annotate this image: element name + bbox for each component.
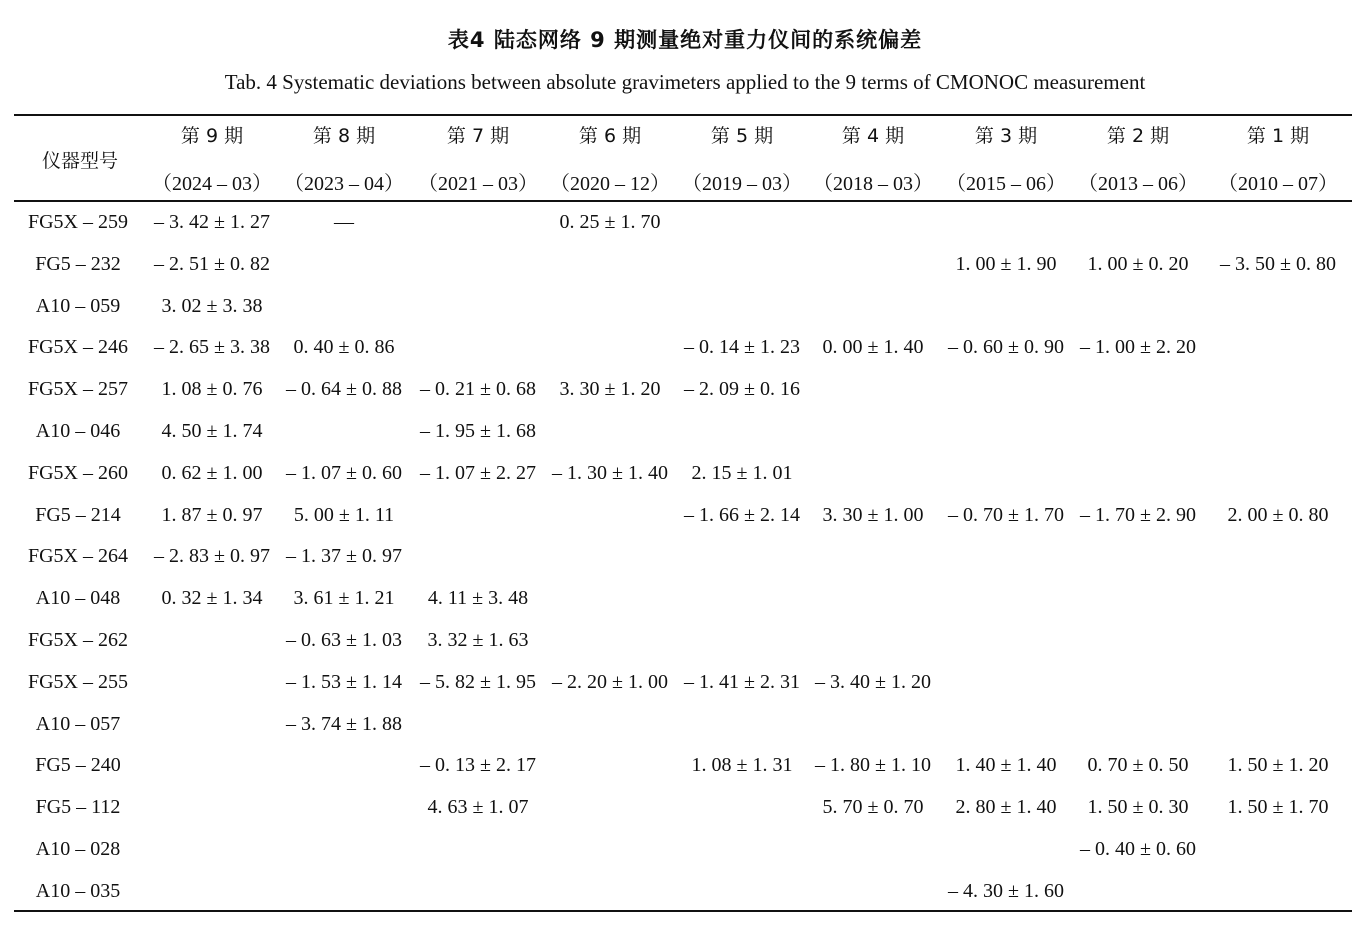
column-header-term: 第 3 期 — [974, 125, 1038, 147]
value-cell: 1. 00 ± 1. 90 — [955, 252, 1057, 275]
column-header-term: 第 6 期 — [578, 125, 642, 147]
value-cell: – 1. 07 ± 2. 27 — [420, 461, 536, 484]
value-cell: 0. 00 ± 1. 40 — [822, 336, 924, 359]
value-cell: – 1. 00 ± 2. 20 — [1080, 336, 1196, 359]
column-header-date: （2015 – 06） — [946, 173, 1066, 195]
value-cell: – 3. 74 ± 1. 88 — [286, 712, 402, 735]
table-row — [0, 202, 1370, 242]
value-cell: – 0. 70 ± 1. 70 — [948, 503, 1064, 526]
table-row — [0, 578, 1370, 618]
value-cell: 0. 32 ± 1. 34 — [161, 587, 263, 610]
instrument-column-header: 仪器型号 — [41, 150, 118, 172]
instrument-cell: FG5 – 232 — [35, 252, 121, 275]
value-cell: 0. 25 ± 1. 70 — [559, 211, 661, 233]
instrument-cell: FG5 – 214 — [35, 503, 121, 526]
value-cell: – 3. 42 ± 1. 27 — [154, 211, 270, 233]
value-cell: – 0. 63 ± 1. 03 — [286, 629, 402, 651]
value-cell: 4. 11 ± 3. 48 — [427, 587, 529, 610]
column-header-term: 第 2 期 — [1106, 125, 1170, 147]
instrument-cell: FG5X – 262 — [27, 629, 128, 651]
table-row — [0, 662, 1370, 702]
instrument-cell: FG5 – 112 — [35, 796, 121, 819]
value-cell: – 0. 60 ± 0. 90 — [948, 336, 1064, 359]
value-cell: – 1. 37 ± 0. 97 — [286, 545, 402, 568]
table-row — [0, 787, 1370, 827]
column-header-date: （2020 – 12） — [550, 173, 670, 195]
column-header-date: （2013 – 06） — [1078, 173, 1198, 195]
value-cell: – 1. 95 ± 1. 68 — [420, 420, 536, 442]
table-top-rule — [14, 114, 1352, 116]
value-cell: – 0. 21 ± 0. 68 — [420, 378, 536, 401]
table-row — [0, 704, 1370, 744]
value-cell: – 2. 83 ± 0. 97 — [154, 545, 270, 568]
value-cell: – 4. 30 ± 1. 60 — [948, 879, 1064, 902]
value-cell: 1. 00 ± 0. 20 — [1087, 252, 1189, 275]
instrument-cell: FG5X – 259 — [27, 211, 128, 233]
table-row — [0, 453, 1370, 493]
table-row — [0, 495, 1370, 535]
value-cell: – 1. 41 ± 2. 31 — [684, 670, 800, 693]
instrument-cell: FG5X – 264 — [27, 545, 128, 568]
table-row — [0, 871, 1370, 911]
value-cell: – 3. 40 ± 1. 20 — [815, 670, 931, 693]
value-cell: 3. 30 ± 1. 00 — [822, 503, 924, 526]
column-header-date: （2021 – 03） — [418, 173, 538, 195]
column-header-term: 第 8 期 — [312, 125, 376, 147]
instrument-cell: FG5X – 260 — [27, 461, 128, 484]
instrument-cell: FG5X – 246 — [27, 336, 128, 359]
table-title-en: Tab. 4 Systematic deviations between absolute gravimeters applied to the 9 terms of CMONOC measurement — [224, 70, 1146, 94]
value-cell: 1. 08 ± 0. 76 — [161, 378, 263, 401]
value-cell: – 1. 70 ± 2. 90 — [1080, 503, 1196, 526]
value-cell: 3. 61 ± 1. 21 — [293, 587, 395, 610]
value-cell: 1. 87 ± 0. 97 — [161, 503, 263, 526]
table-row — [0, 369, 1370, 409]
value-cell: – 2. 20 ± 1. 00 — [552, 670, 668, 693]
value-cell: – 0. 14 ± 1. 23 — [684, 336, 800, 359]
value-cell: 1. 50 ± 1. 70 — [1227, 796, 1329, 819]
value-cell: 0. 62 ± 1. 00 — [161, 461, 263, 484]
column-header-term: 第 5 期 — [710, 125, 774, 147]
value-cell: – 0. 13 ± 2. 17 — [420, 754, 536, 777]
instrument-cell: A10 – 059 — [35, 294, 121, 317]
instrument-cell: A10 – 048 — [35, 587, 121, 610]
column-header-date: （2018 – 03） — [813, 173, 933, 195]
instrument-cell: A10 – 046 — [35, 420, 121, 442]
column-header-date: （2024 – 03） — [152, 173, 272, 195]
table-row — [0, 411, 1370, 451]
value-cell: – 1. 80 ± 1. 10 — [815, 754, 931, 777]
value-cell: 1. 50 ± 1. 20 — [1227, 754, 1329, 777]
value-cell: — — [334, 211, 354, 233]
value-cell: 0. 40 ± 0. 86 — [293, 336, 395, 359]
column-header-date: （2019 – 03） — [682, 173, 802, 195]
column-header-term: 第 9 期 — [180, 125, 244, 147]
value-cell: 5. 70 ± 0. 70 — [822, 796, 924, 819]
value-cell: – 1. 07 ± 0. 60 — [286, 461, 402, 484]
table-row — [0, 620, 1370, 660]
instrument-cell: FG5X – 257 — [27, 378, 128, 401]
value-cell: – 2. 09 ± 0. 16 — [684, 378, 800, 401]
column-header-date: （2023 – 04） — [284, 173, 404, 195]
value-cell: 1. 50 ± 0. 30 — [1087, 796, 1189, 819]
value-cell: – 0. 40 ± 0. 60 — [1080, 838, 1196, 860]
value-cell: 2. 80 ± 1. 40 — [955, 796, 1057, 819]
instrument-cell: FG5 – 240 — [35, 754, 121, 777]
value-cell: 3. 32 ± 1. 63 — [427, 629, 529, 651]
value-cell: 1. 08 ± 1. 31 — [691, 754, 793, 777]
value-cell: 2. 00 ± 0. 80 — [1227, 503, 1329, 526]
value-cell: – 2. 51 ± 0. 82 — [154, 252, 270, 275]
value-cell: – 1. 66 ± 2. 14 — [684, 503, 800, 526]
instrument-cell: A10 – 028 — [35, 838, 121, 860]
table-row — [0, 286, 1370, 326]
column-header-date: （2010 – 07） — [1218, 173, 1338, 195]
instrument-cell: FG5X – 255 — [27, 670, 128, 693]
table-row — [0, 745, 1370, 785]
value-cell: 3. 30 ± 1. 20 — [559, 378, 661, 401]
value-cell: – 2. 65 ± 3. 38 — [154, 336, 270, 359]
value-cell: – 0. 64 ± 0. 88 — [286, 378, 402, 401]
table-row — [0, 829, 1370, 869]
value-cell: – 1. 30 ± 1. 40 — [552, 461, 668, 484]
value-cell: 1. 40 ± 1. 40 — [955, 754, 1057, 777]
value-cell: – 3. 50 ± 0. 80 — [1220, 252, 1336, 275]
instrument-cell: A10 – 057 — [35, 712, 121, 735]
table-row — [0, 536, 1370, 576]
value-cell: 4. 63 ± 1. 07 — [427, 796, 529, 819]
value-cell: – 5. 82 ± 1. 95 — [420, 670, 536, 693]
value-cell: – 1. 53 ± 1. 14 — [286, 670, 402, 693]
instrument-cell: A10 – 035 — [35, 879, 121, 902]
column-header-term: 第 4 期 — [841, 125, 905, 147]
table-row — [0, 244, 1370, 284]
value-cell: 0. 70 ± 0. 50 — [1087, 754, 1189, 777]
value-cell: 4. 50 ± 1. 74 — [161, 420, 263, 442]
table-title-cn: 表4 陆态网络 9 期测量绝对重力仪间的系统偏差 — [447, 28, 923, 52]
column-header-term: 第 1 期 — [1246, 125, 1310, 147]
value-cell: 2. 15 ± 1. 01 — [691, 461, 793, 484]
column-header-term: 第 7 期 — [446, 125, 510, 147]
value-cell: 5. 00 ± 1. 11 — [293, 503, 395, 526]
table-row — [0, 327, 1370, 367]
value-cell: 3. 02 ± 3. 38 — [161, 294, 263, 317]
